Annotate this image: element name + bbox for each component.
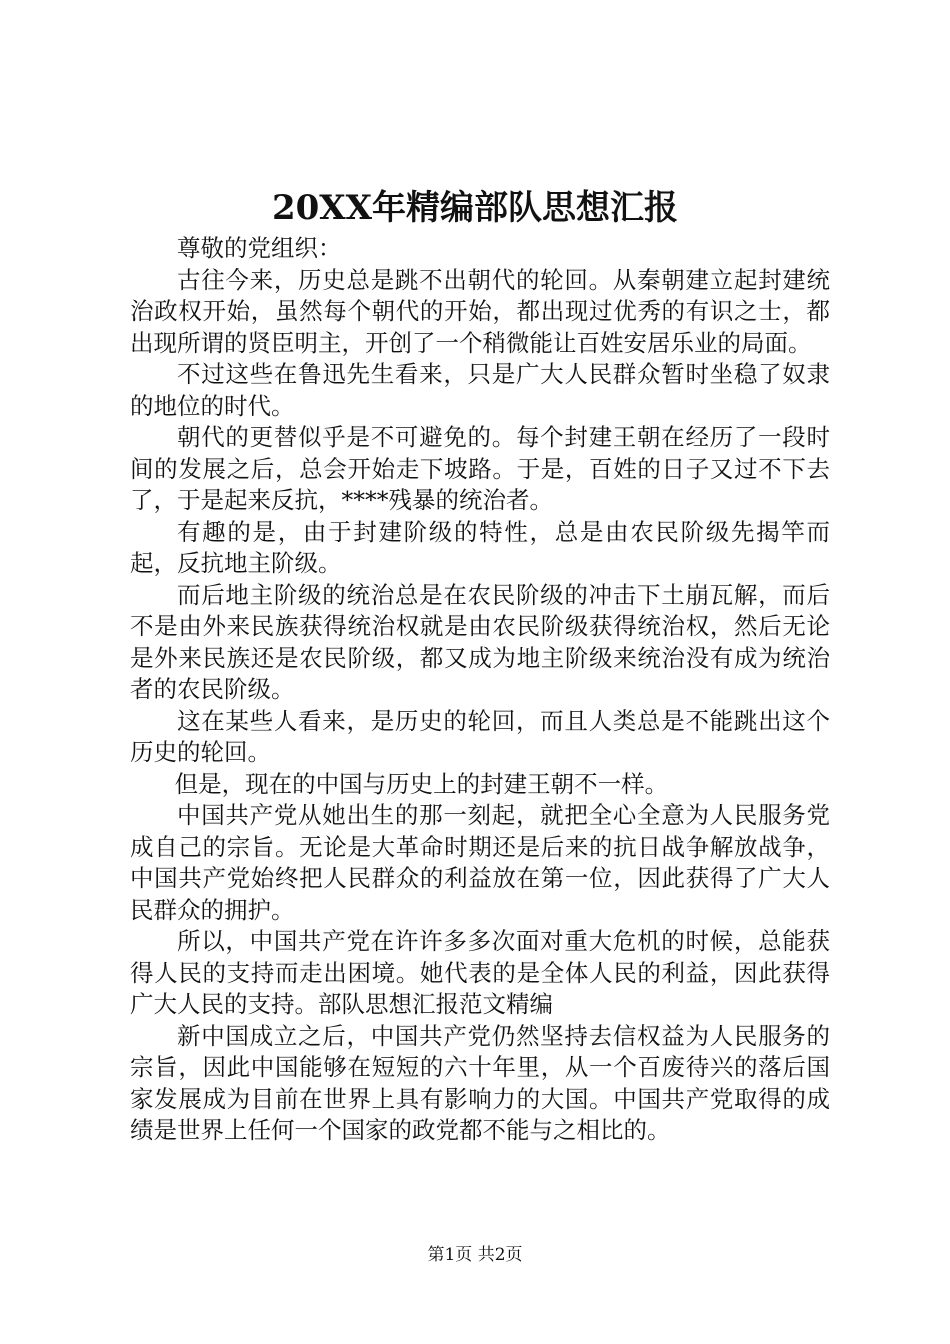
salutation: 尊敬的党组织： xyxy=(177,234,342,262)
document-title: 20XX年精编部队思想汇报 xyxy=(271,188,679,228)
document-body xyxy=(130,233,830,1147)
paragraph-7: 但是，现在的中国与历史上的封建王朝不一样。 xyxy=(174,769,669,798)
paragraph-4: 有趣的是，由于封建阶级的特性，总是由农民阶级先揭竿而起，反抗地主阶级。 xyxy=(130,517,830,577)
paragraph-5: 而后地主阶级的统治总是在农民阶级的冲击下土崩瓦解，而后不是由外来民族获得统治权就是由农民阶级获得统治权，然后无论是外来民族还是农民阶级，都又成为地主阶级来统治没有成为统治者的农民阶级。 xyxy=(130,580,830,703)
page-number-footer: 第1页 共2页 xyxy=(427,1245,523,1265)
paragraph-9: 所以，中国共产党在许许多多次面对重大危机的时候，总能获得人民的支持而走出困境。她代表的是全体人民的利益，因此获得广大人民的支持。部队思想汇报范文精编 xyxy=(130,927,830,1018)
paragraph-1: 古往今来，历史总是跳不出朝代的轮回。从秦朝建立起封建统治政权开始，虽然每个朝代的开始，都出现过优秀的有识之士，都出现所谓的贤臣明主，开创了一个稍微能让百姓安居乐业的局面。 xyxy=(130,265,830,357)
paragraph-3: 朝代的更替似乎是不可避免的。每个封建王朝在经历了一段时间的发展之后，总会开始走下坡路。于是，百姓的日子又过不下去了，于是起来反抗，****残暴的统治者。 xyxy=(130,423,830,514)
paragraph-8: 中国共产党从她出生的那一刻起，就把全心全意为人民服务党成自己的宗旨。无论是大革命时期还是后来的抗日战争解放战争，中国共产党始终把人民群众的利益放在第一位，因此获得了广大人民群众的拥护。 xyxy=(130,801,830,924)
paragraph-2: 不过这些在鲁迅先生看来，只是广大人民群众暂时坐稳了奴隶的地位的时代。 xyxy=(130,360,830,420)
paragraph-6: 这在某些人看来，是历史的轮回，而且人类总是不能跳出这个历史的轮回。 xyxy=(130,706,830,766)
paragraph-10: 新中国成立之后，中国共产党仍然坚持去信权益为人民服务的宗旨，因此中国能够在短短的六十年里，从一个百废待兴的落后国家发展成为目前在世界上具有影响力的大国。中国共产党取得的成绩是世界上任何一个国家的政党都不能与之相比的。 xyxy=(130,1021,830,1144)
